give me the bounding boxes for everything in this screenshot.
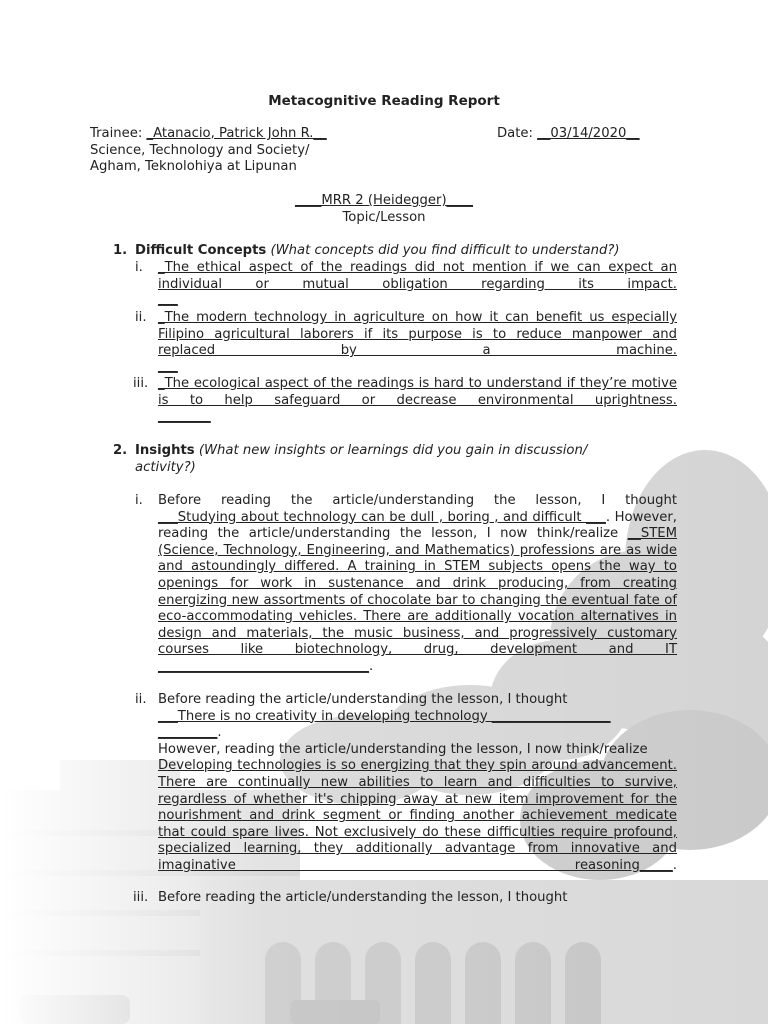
- item-end: .: [369, 658, 374, 674]
- item-intro: Before reading the article/understanding the lesson, I thought: [158, 692, 568, 707]
- topic-label: Topic/Lesson: [342, 209, 426, 225]
- section-difficult-concepts: [113, 243, 683, 260]
- section-prompt-cont: activity?): [135, 459, 196, 475]
- item-numeral: i.: [135, 493, 143, 508]
- item-intro: Before reading the article/understanding the lesson, I thought: [158, 890, 568, 905]
- section-prompt: (What new insights or learnings did you gain in discussion/: [198, 443, 588, 458]
- item-however: However, reading the article/understanding the lesson, I now think/realize: [158, 741, 648, 757]
- date-label: Date:: [497, 126, 533, 141]
- subject-line-2: Agham, Teknolohiya at Lipunan: [90, 159, 297, 175]
- section-heading: Difficult Concepts: [135, 243, 267, 258]
- item-tail: ________: [158, 409, 211, 425]
- item-text: _The ecological aspect of the readings is hard to understand if they’re motive is to help safeguard or decrease environmental uprightness.: [158, 376, 677, 408]
- item-tail: ___: [158, 292, 178, 308]
- topic-block: [0, 193, 768, 226]
- item-text: _The modern technology in agriculture on how it can benefit us especially Filipino agricultural laborers if its purpose is to reduce manpower and replaced by a machine.: [158, 310, 677, 359]
- item-numeral: ii.: [135, 310, 147, 325]
- section-number: 1.: [113, 243, 128, 258]
- item-numeral: iii.: [133, 376, 149, 391]
- mrr-value: ____MRR 2 (Heidegger)____: [295, 193, 473, 208]
- item-numeral: ii.: [135, 692, 147, 707]
- item-thought: ___There is no creativity in developing technology __________________: [158, 708, 611, 724]
- date-block: [497, 126, 640, 143]
- item-text: _The ethical aspect of the readings did not mention if we can expect an individual or mutual obligation regarding its impact.: [158, 260, 677, 292]
- item-realize: Developing technologies is so energizing that they spin around advancement. There are continually new abilities to learn and difficulties to survive, regardless of whether it's chipping away at new item improvement for the nourishment and drink segment or finding another achievement medicate that could spare lives. Not exclusively do these difficulties require profound, specialized learning, they additionally advantage from innovative and imaginative reasoning_____: [158, 758, 677, 873]
- section-insights: [113, 443, 683, 476]
- item-numeral: i.: [135, 260, 143, 275]
- item-thought-tail: _________: [158, 725, 218, 741]
- item-realize: __STEM (Science, Technology, Engineering, and Mathematics) professions are as wide and astoundingly differed. A training in STEM subjects opens the way to openings for work in sustenance and drink producing, from creating energizing new assortments of chocolate bar to changing the eventual fate of eco-accommodating vehicles. There are additionally vocation alternatives in design and materials, the music business, and progressively customary courses like biotechnology, drug, development and IT ________________________________: [158, 526, 677, 674]
- trainee-value: _Atanacio, Patrick John R.__: [146, 126, 327, 141]
- item-intro: Before reading the article/understanding the lesson, I thought: [158, 493, 677, 508]
- item-however: . However, reading the article/understanding the lesson, I now think/realize: [158, 509, 677, 542]
- item-tail: ___: [158, 358, 178, 374]
- page-title: Metacognitive Reading Report: [268, 93, 500, 109]
- section-heading: Insights: [135, 443, 195, 458]
- item-numeral: iii.: [133, 890, 149, 905]
- subject-line-1: Science, Technology and Society/: [90, 142, 310, 158]
- item-end: .: [672, 857, 677, 873]
- trainee-label: Trainee:: [90, 126, 143, 141]
- section-number: 2.: [113, 443, 128, 458]
- item-dot: .: [217, 725, 222, 741]
- date-value: __03/14/2020__: [537, 126, 640, 141]
- section-prompt: (What concepts did you find difficult to understand?): [270, 243, 620, 258]
- item-thought: ___Studying about technology can be dull , boring , and difficult ___: [158, 509, 606, 525]
